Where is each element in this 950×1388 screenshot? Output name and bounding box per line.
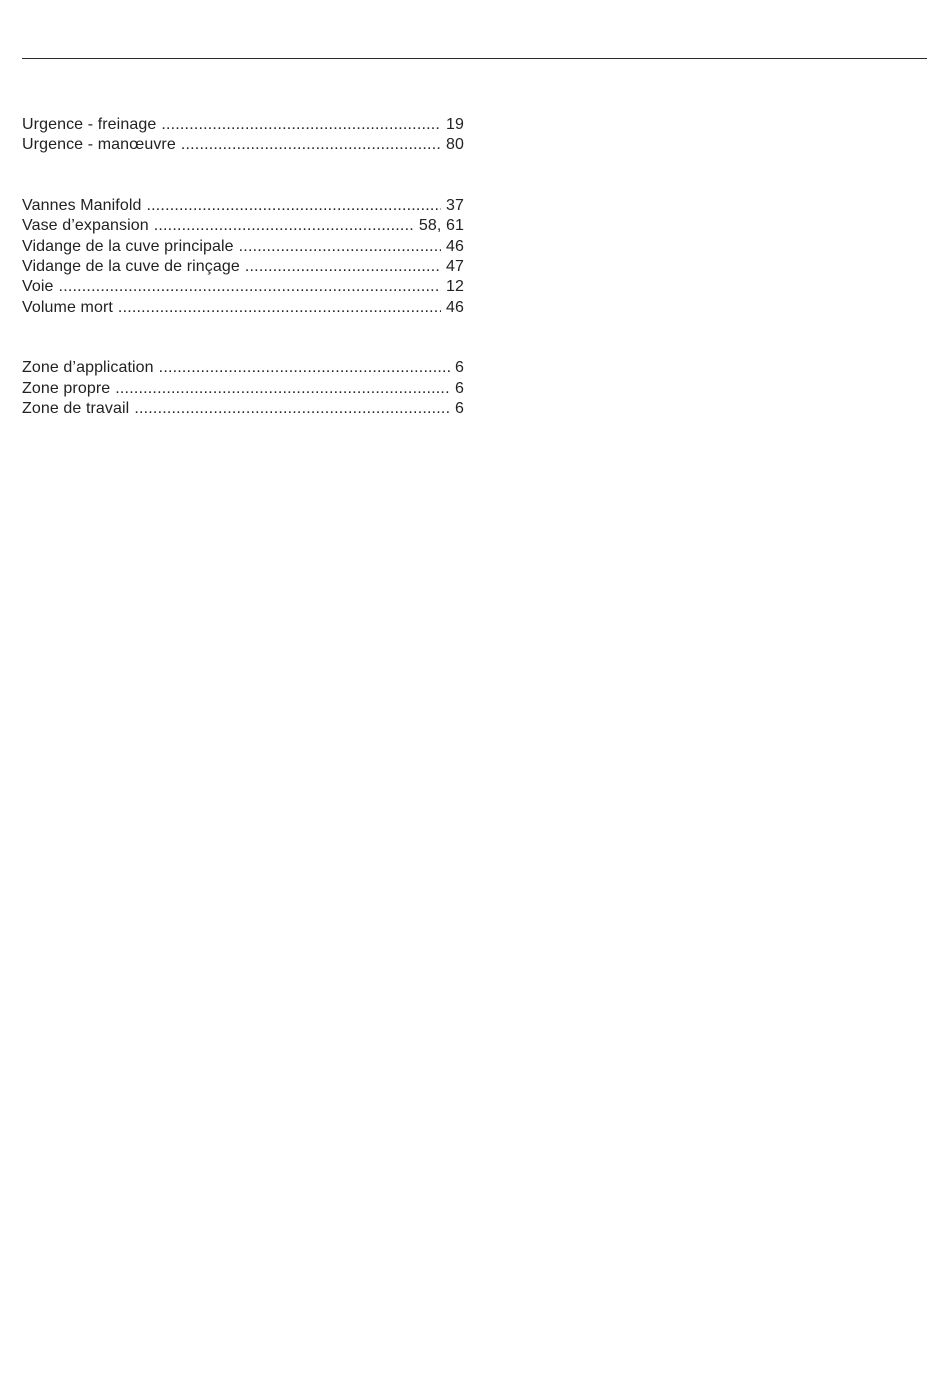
index-entry [22, 216, 464, 236]
dot-leader [159, 358, 450, 378]
dot-leader [239, 237, 441, 257]
index-term: Zone de travail [22, 399, 130, 417]
index-term: Vidange de la cuve de rinçage [22, 257, 240, 275]
index-page-ref: 6 [455, 359, 464, 377]
index-page-ref: 6 [455, 379, 464, 397]
dot-leader [147, 196, 442, 216]
header-rule [22, 58, 927, 59]
index-list [22, 115, 464, 419]
index-page-ref: 58, 61 [418, 217, 464, 235]
dot-leader [154, 216, 414, 236]
index-entry [22, 399, 464, 419]
index-entry [22, 298, 464, 318]
index-page-ref: 47 [446, 257, 464, 275]
index-page-ref: 6 [455, 399, 464, 417]
index-group-u [22, 115, 464, 156]
index-entry [22, 277, 464, 297]
index-term: Vase d’expansion [22, 217, 149, 235]
index-entry [22, 237, 464, 257]
index-term: Volume mort [22, 298, 113, 316]
dot-leader [59, 277, 441, 297]
dot-leader [245, 257, 441, 277]
index-page-ref: 46 [446, 298, 464, 316]
dot-leader [181, 135, 441, 155]
index-term: Vidange de la cuve principale [22, 237, 234, 255]
index-term: Zone d’application [22, 359, 154, 377]
index-term: Voie [22, 278, 54, 296]
dot-leader [118, 298, 441, 318]
dot-leader [134, 399, 450, 419]
index-term: Urgence - manœuvre [22, 136, 176, 154]
index-entry [22, 358, 464, 378]
index-term: Zone propre [22, 379, 111, 397]
index-page-ref: 37 [446, 196, 464, 214]
index-term: Urgence - freinage [22, 116, 157, 133]
index-entry [22, 196, 464, 216]
index-group-z [22, 358, 464, 419]
index-entry [22, 115, 464, 135]
index-entry [22, 257, 464, 277]
index-page-ref: 80 [446, 136, 464, 154]
index-page-ref: 46 [446, 237, 464, 255]
index-entry [22, 135, 464, 155]
dot-leader [161, 115, 441, 135]
index-page-ref: 12 [446, 278, 464, 296]
index-entry [22, 379, 464, 399]
index-term: Vannes Manifold [22, 196, 142, 214]
index-group-v [22, 196, 464, 318]
dot-leader [115, 379, 450, 399]
index-page-ref: 19 [446, 116, 464, 133]
